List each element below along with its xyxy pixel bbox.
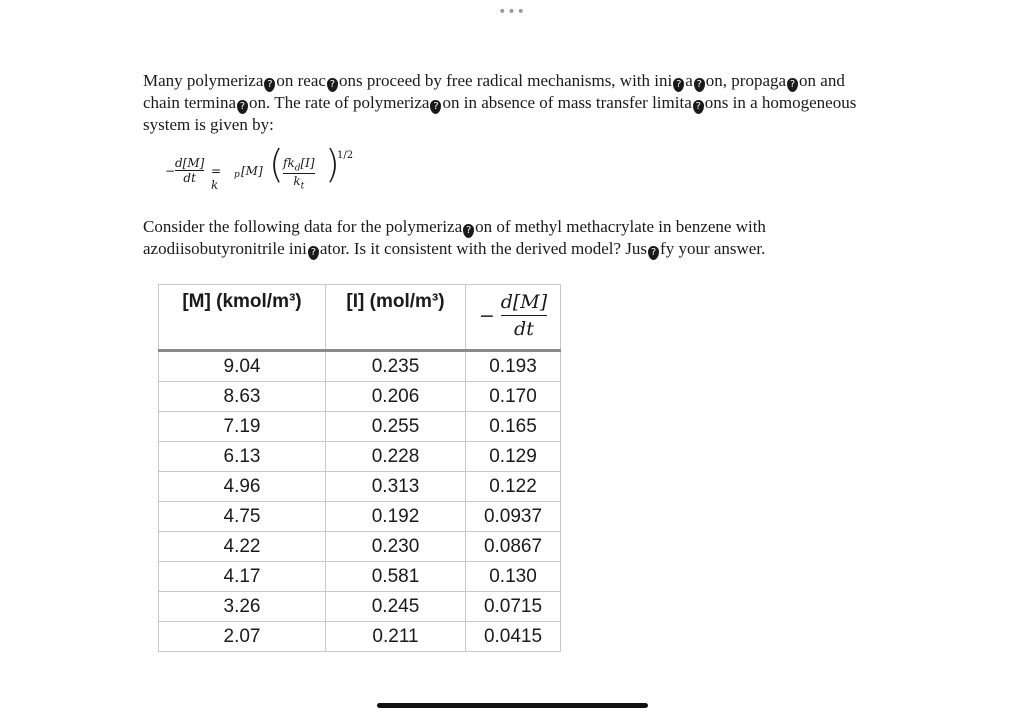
initiator-conc-cell: 0.313 — [326, 472, 466, 502]
missing-glyph-icon: ? — [308, 246, 319, 260]
monomer-conc-cell: 8.63 — [159, 382, 326, 412]
initiator-conc-cell: 0.192 — [326, 502, 466, 532]
monomer-conc-cell: 6.13 — [159, 442, 326, 472]
more-options-dots[interactable]: ••• — [498, 4, 526, 20]
initiator-conc-cell: 0.211 — [326, 622, 466, 652]
initiator-conc-cell: 0.235 — [326, 351, 466, 382]
missing-glyph-icon: ? — [648, 246, 659, 260]
monomer-conc-cell: 3.26 — [159, 592, 326, 622]
missing-glyph-icon: ? — [673, 78, 684, 92]
header-rate: − d[M] dt — [466, 285, 561, 351]
eq-inner-denominator: $k_t$ — [293, 174, 305, 192]
rate-cell: 0.0715 — [466, 592, 561, 622]
data-table — [158, 284, 561, 652]
table-header-row — [159, 285, 561, 351]
eq-exponent: 1/2 — [337, 150, 354, 161]
initiator-conc-cell: 0.230 — [326, 532, 466, 562]
initiator-conc-cell: 0.206 — [326, 382, 466, 412]
table-row — [159, 382, 561, 412]
intro-paragraph: Many polymeriza ? on reac ? ons proceed by free radical mechanisms, with ini ? a ? on, propaga ? on and chain termina ? on. The rate of polymeriza ? on in absence of mass transfer limita ? ons in a homogeneous system is given by: — [143, 71, 857, 134]
rate-cell: 0.0415 — [466, 622, 561, 652]
monomer-conc-cell: 2.07 — [159, 622, 326, 652]
missing-glyph-icon: ? — [693, 100, 704, 114]
initiator-conc-cell: 0.581 — [326, 562, 466, 592]
initiator-conc-cell: 0.228 — [326, 442, 466, 472]
eq-lhs-denominator: dt — [183, 171, 196, 185]
initiator-conc-cell: 0.255 — [326, 412, 466, 442]
monomer-conc-cell: 4.75 — [159, 502, 326, 532]
question-paragraph: Consider the following data for the polymeriza ? on of methyl methacrylate in benzene with azodiisobutyronitrile ini ? ator. Is it consistent with the derived model? Jus ? fy your answer. — [143, 217, 766, 258]
rate-cell: 0.130 — [466, 562, 561, 592]
header-monomer-conc: [M] (kmol/m³) — [159, 285, 326, 351]
table-row — [159, 532, 561, 562]
rate-cell: 0.165 — [466, 412, 561, 442]
missing-glyph-icon: ? — [264, 78, 275, 92]
missing-glyph-icon: ? — [694, 78, 705, 92]
table-row — [159, 562, 561, 592]
rate-cell: 0.193 — [466, 351, 561, 382]
home-indicator[interactable] — [377, 703, 648, 708]
missing-glyph-icon: ? — [430, 100, 441, 114]
missing-glyph-icon: ? — [463, 224, 474, 238]
table-row — [159, 442, 561, 472]
table-row — [159, 502, 561, 532]
table-row — [159, 412, 561, 442]
eq-inner-numerator: $fk_d[I]$ — [283, 156, 315, 174]
initiator-conc-cell: 0.245 — [326, 592, 466, 622]
monomer-conc-cell: 4.17 — [159, 562, 326, 592]
rate-cell: 0.0937 — [466, 502, 561, 532]
missing-glyph-icon: ? — [327, 78, 338, 92]
missing-glyph-icon: ? — [787, 78, 798, 92]
header-initiator-conc: [I] (mol/m³) — [326, 285, 466, 351]
table-row — [159, 472, 561, 502]
monomer-conc-cell: 9.04 — [159, 351, 326, 382]
rate-cell: 0.129 — [466, 442, 561, 472]
table-row — [159, 351, 561, 382]
rate-cell: 0.122 — [466, 472, 561, 502]
monomer-conc-cell: 7.19 — [159, 412, 326, 442]
rate-cell: 0.0867 — [466, 532, 561, 562]
monomer-conc-cell: 4.96 — [159, 472, 326, 502]
monomer-conc-cell: 4.22 — [159, 532, 326, 562]
table-row — [159, 622, 561, 652]
eq-lhs-numerator: d[M] — [175, 156, 205, 170]
rate-cell: 0.170 — [466, 382, 561, 412]
table-row — [159, 592, 561, 622]
missing-glyph-icon: ? — [237, 100, 248, 114]
